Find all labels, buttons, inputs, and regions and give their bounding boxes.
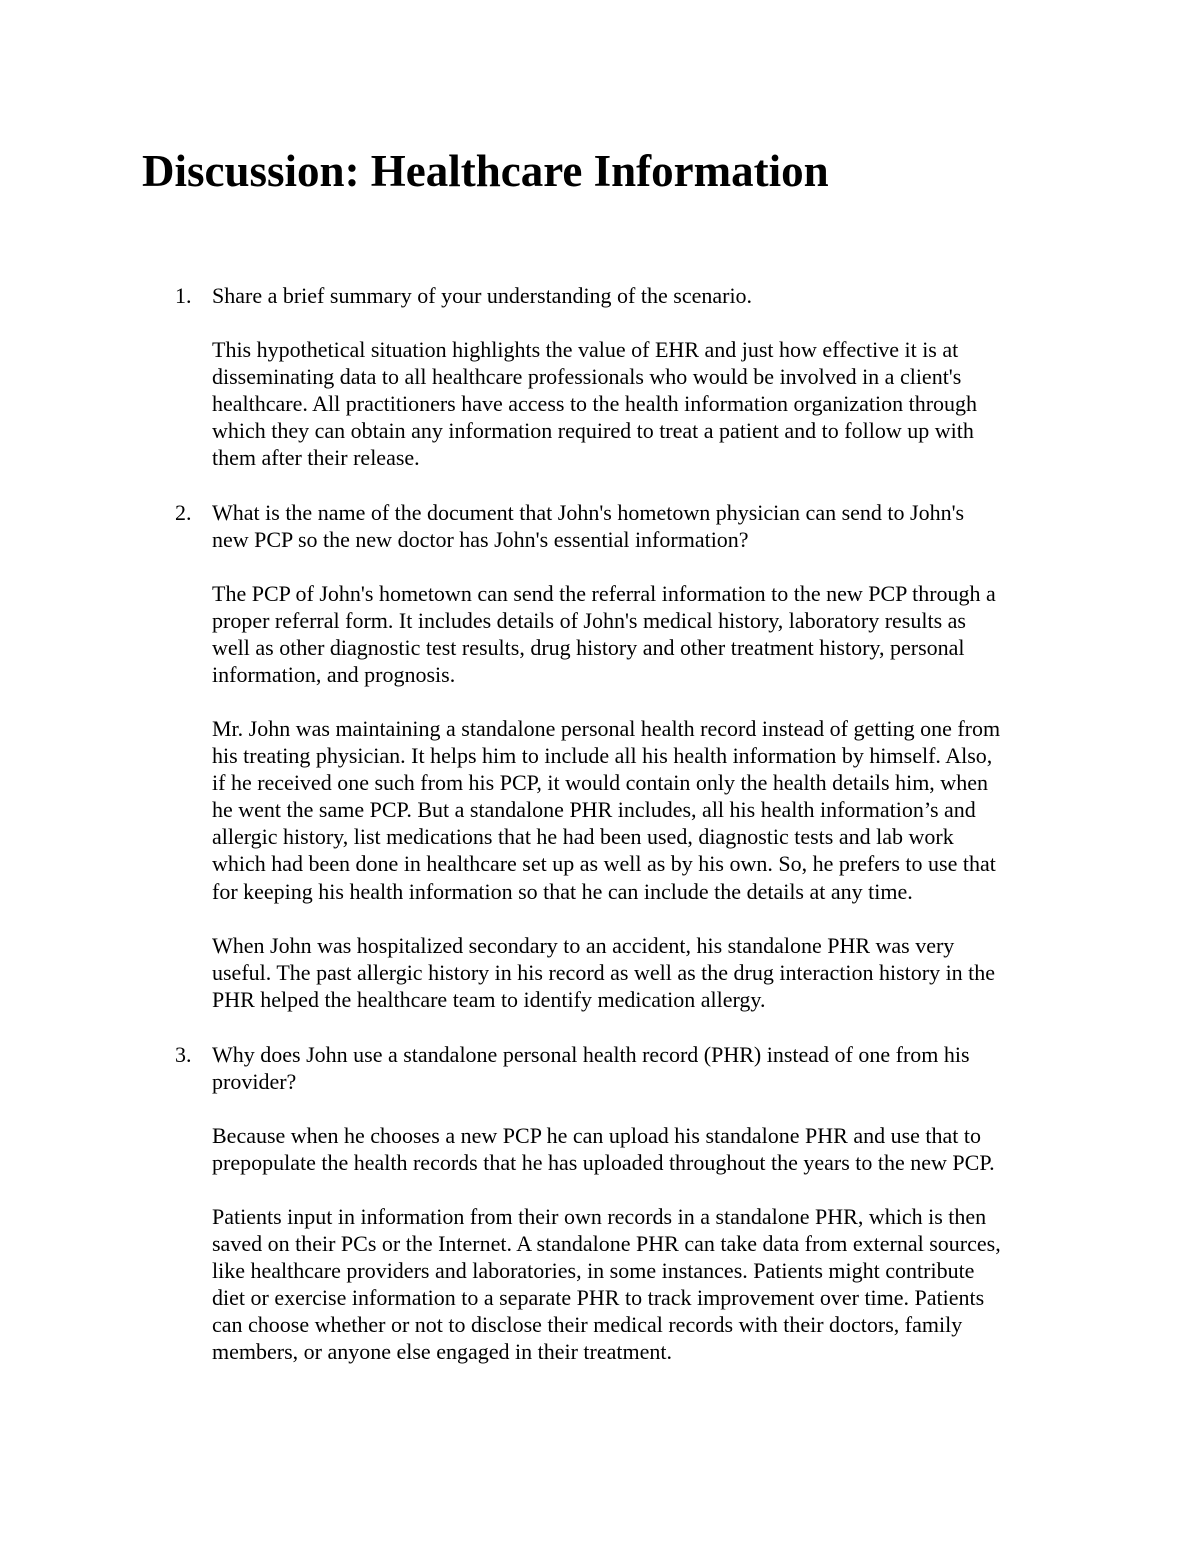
question-2-text: What is the name of the document that John's hometown physician can send to John's new PCP so the new doctor has John's essential information? xyxy=(212,500,965,553)
question-2-answer-2: Mr. John was maintaining a standalone personal health record instead of getting one from his treating physician. It helps him to include all his health information by himself. Also, if he received one such from his PCP, it would contain only the health details him, when he went the same PCP. But a standalone PHR includes, all his health information’s and allergic history, list medications that he had been used, diagnostic tests and lab work which had been done in healthcare set up as well as by his own. So, he prefers to use that for keeping his health information so that he can include the details at any time. xyxy=(212,716,1001,904)
question-3-text: Why does John use a standalone personal health record (PHR) instead of one from his provider? xyxy=(212,1042,970,1095)
question-2-answer-1: The PCP of John's hometown can send the referral information to the new PCP through a proper referral form. It includes details of John's medical history, laboratory results as well as other diagnostic test results, drug history and other treatment history, personal information, and prognosis. xyxy=(212,581,996,688)
question-3-answer-2: Patients input in information from their own records in a standalone PHR, which is then saved on their PCs or the Internet. A standalone PHR can take data from external sources, like healthcare providers and laboratories, in some instances. Patients might contribute diet or exercise information to a separate PHR to track improvement over time. Patients can choose whether or not to disclose their medical records with their doctors, family members, or anyone else engaged in their treatment. xyxy=(212,1204,1001,1365)
question-2-number: 2. xyxy=(175,500,192,525)
document-title: Discussion: Healthcare Information xyxy=(142,146,829,196)
question-1-number: 1. xyxy=(175,283,192,308)
question-2-answer-3: When John was hospitalized secondary to an accident, his standalone PHR was very useful. The past allergic history in his record as well as the drug interaction history in the PHR helped the healthcare team to identify medication allergy. xyxy=(212,933,996,1013)
question-3-number: 3. xyxy=(175,1042,192,1067)
question-1-answer-1: This hypothetical situation highlights the value of EHR and just how effective it is at disseminating data to all healthcare professionals who would be involved in a client's healthcare. All practitioners have access to the health information organization through which they can obtain any information required to treat a patient and to follow up with them after their release. xyxy=(212,337,978,471)
question-3-answer-1: Because when he chooses a new PCP he can upload his standalone PHR and use that to prepopulate the health records that he has uploaded throughout the years to the new PCP. xyxy=(212,1123,995,1176)
question-1-text: Share a brief summary of your understanding of the scenario. xyxy=(212,283,753,308)
